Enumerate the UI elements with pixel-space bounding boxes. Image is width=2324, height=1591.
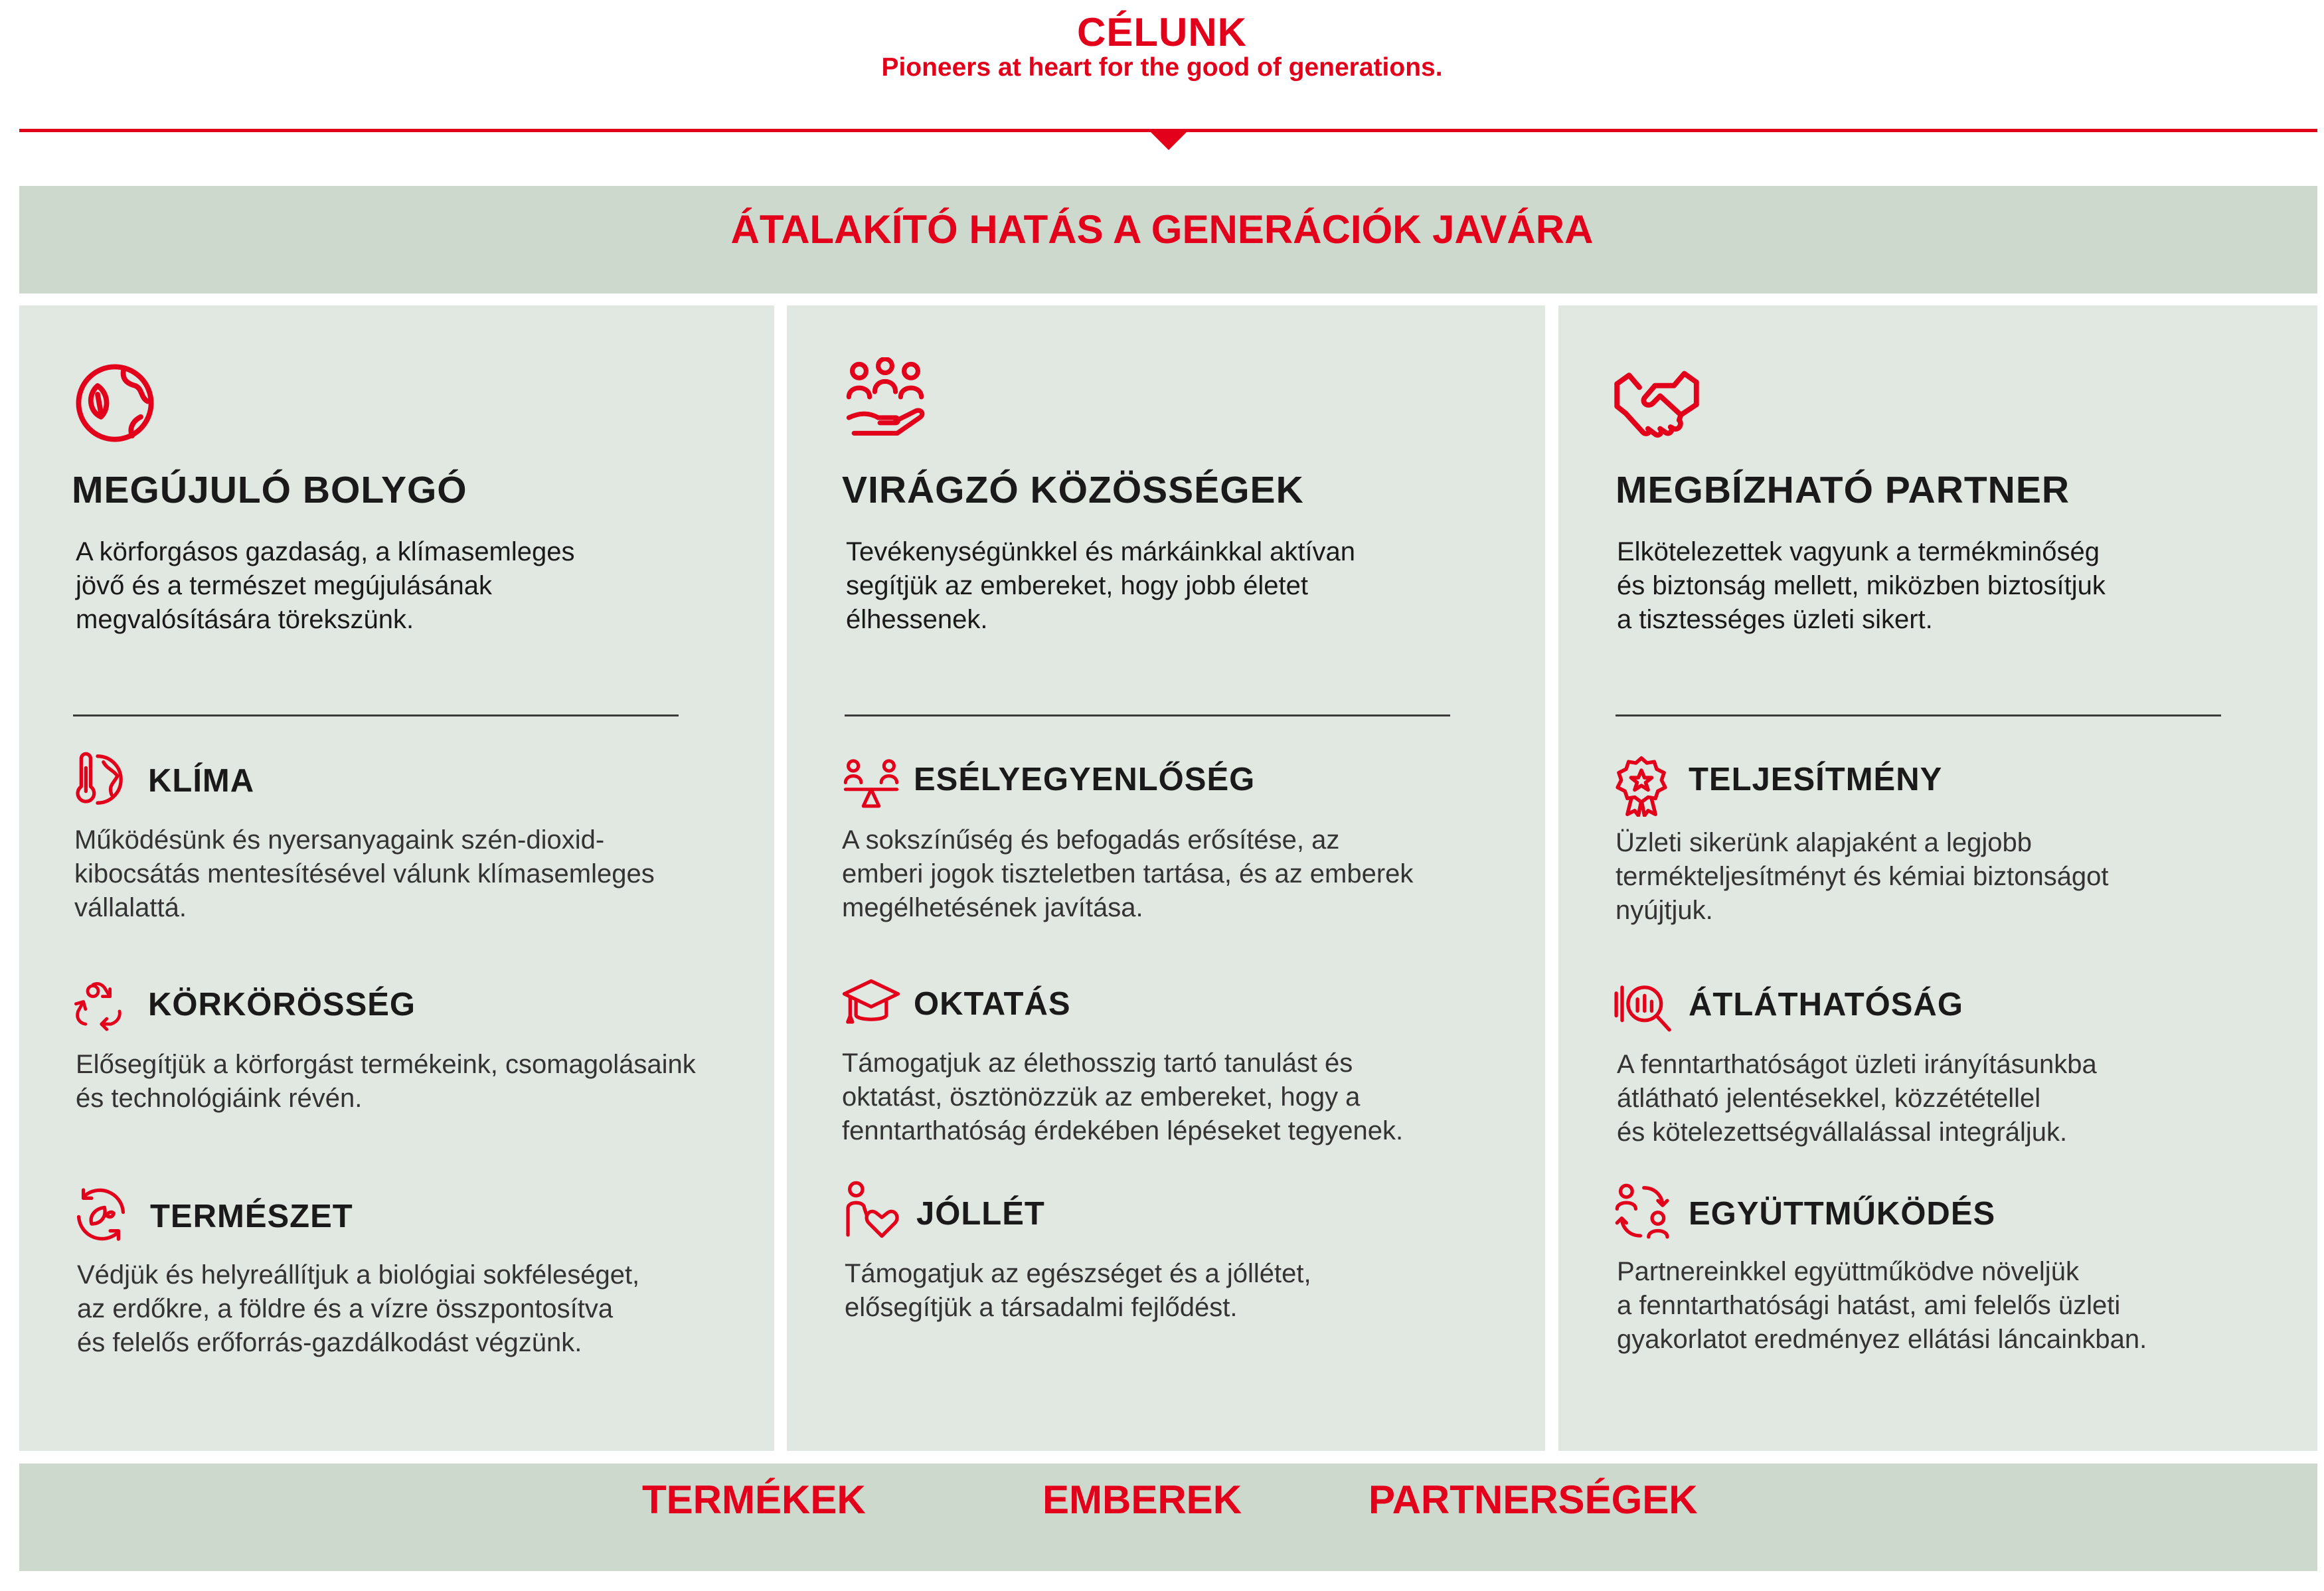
footer-item-products: TERMÉKEK: [642, 1477, 866, 1522]
handshake-icon: [1614, 367, 1700, 441]
desc-line: fenntarthatóság érdekében lépéseket tegyenek.: [842, 1116, 1404, 1145]
nature-cycle-icon: [72, 1185, 130, 1244]
item-description: [1617, 1048, 2281, 1149]
desc-line: Tevékenységünkkel és márkáinkkal aktívan: [846, 537, 1356, 566]
footer-item-partnerships: PARTNERSÉGEK: [1369, 1477, 1698, 1522]
desc-line: az erdőkre, a földre és a vízre összpontosítva: [77, 1294, 614, 1323]
column-divider: [1616, 714, 2221, 716]
desc-line: a tisztességes üzleti sikert.: [1617, 605, 1933, 634]
graduation-cap-icon: [842, 976, 900, 1029]
desc-line: gyakorlatot eredményez ellátási láncainkban.: [1617, 1325, 2147, 1354]
recycle-icon: [72, 979, 125, 1033]
desc-line: élhessenek.: [846, 605, 988, 634]
people-exchange-icon: [1614, 1182, 1672, 1240]
thermometer-globe-icon: [73, 750, 131, 809]
desc-line: segítjük az embereket, hogy jobb életet: [846, 571, 1308, 600]
desc-line: Működésünk és nyersanyagaink szén-dioxid-: [74, 825, 605, 855]
banner-title: ÁTALAKÍTÓ HATÁS A GENERÁCIÓK JAVÁRA: [730, 207, 1594, 252]
desc-line: megvalósítására törekszünk.: [76, 605, 414, 634]
item-title: TERMÉSZET: [150, 1199, 353, 1234]
desc-line: A fenntarthatóságot üzleti irányításunkba: [1617, 1050, 2097, 1079]
item-title: OKTATÁS: [914, 986, 1071, 1022]
desc-line: Támogatjuk az egészséget és a jóllétet,: [845, 1259, 1311, 1288]
item-description: [842, 823, 1506, 925]
item-title: JÓLLÉT: [916, 1196, 1045, 1232]
desc-line: jövő és a természet megújulásának: [76, 571, 492, 600]
community-hand-icon: [842, 357, 928, 444]
desc-line: emberi jogok tiszteletben tartása, és az emberek: [842, 859, 1414, 888]
item-description: [845, 1257, 1509, 1325]
balance-people-icon: [843, 757, 899, 813]
desc-line: Védjük és helyreállítjuk a biológiai sokféleséget,: [77, 1260, 640, 1290]
desc-line: Elősegítjük a körforgást termékeink, csomagolásaink: [76, 1050, 696, 1079]
header-arrow: [1150, 131, 1187, 150]
column-title: VIRÁGZÓ KÖZÖSSÉGEK: [842, 469, 1304, 511]
column-title: MEGBÍZHATÓ PARTNER: [1616, 469, 2070, 511]
page-subtitle: Pioneers at heart for the good of generations.: [881, 53, 1443, 82]
desc-line: elősegítjük a társadalmi fejlődést.: [845, 1293, 1238, 1322]
item-description: [74, 823, 738, 925]
globe-leaf-icon: [72, 360, 158, 446]
desc-line: a fenntarthatósági hatást, ami felelős üzleti: [1617, 1291, 2121, 1320]
desc-line: Üzleti sikerünk alapjaként a legjobb: [1616, 828, 2033, 857]
column-title: MEGÚJULÓ BOLYGÓ: [72, 469, 467, 511]
item-title: EGYÜTTMŰKÖDÉS: [1689, 1196, 1996, 1232]
desc-line: vállalattá.: [74, 893, 187, 922]
desc-line: átlátható jelentésekkel, közzététellel: [1617, 1084, 2041, 1113]
item-title: ESÉLYEGYENLŐSÉG: [914, 762, 1256, 797]
desc-line: Támogatjuk az élethosszig tartó tanulást és: [842, 1048, 1353, 1078]
desc-line: nyújtjuk.: [1616, 896, 1713, 925]
item-description: [76, 1048, 740, 1116]
person-heart-icon: [843, 1179, 902, 1239]
desc-line: kibocsátás mentesítésével válunk klímasemleges: [74, 859, 655, 888]
column-divider: [73, 714, 679, 716]
item-description: [842, 1047, 1506, 1148]
item-title: KLÍMA: [148, 763, 255, 799]
column-divider: [845, 714, 1450, 716]
desc-line: Elkötelezettek vagyunk a termékminőség: [1617, 537, 2100, 566]
desc-line: A sokszínűség és befogadás erősítése, az: [842, 825, 1340, 855]
desc-line: és kötelezettségvállalással integráljuk.: [1617, 1118, 2068, 1147]
page-title: CÉLUNK: [1077, 10, 1247, 54]
desc-line: és felelős erőforrás-gazdálkodást végzünk.: [77, 1328, 582, 1357]
footer-item-people: EMBEREK: [1042, 1477, 1242, 1522]
desc-line: Partnereinkkel együttműködve növeljük: [1617, 1257, 2079, 1286]
item-title: KÖRKÖRÖSSÉG: [148, 987, 416, 1023]
desc-line: A körforgásos gazdaság, a klímasemleges: [76, 537, 575, 566]
item-title: ÁTLÁTHATÓSÁG: [1689, 987, 1963, 1023]
desc-line: és technológiáink révén.: [76, 1084, 363, 1113]
desc-line: oktatást, ösztönözzük az embereket, hogy a: [842, 1082, 1361, 1112]
desc-line: termékteljesítményt és kémiai biztonságot: [1616, 862, 2109, 891]
item-description: [1616, 826, 2280, 928]
column-description: [76, 535, 673, 637]
desc-line: megélhetésének javítása.: [842, 893, 1143, 922]
item-title: TELJESÍTMÉNY: [1689, 762, 1943, 797]
item-description: [77, 1258, 741, 1360]
item-description: [1617, 1255, 2281, 1357]
column-description: [846, 535, 1444, 637]
column-description: [1617, 535, 2214, 637]
desc-line: és biztonság mellett, miközben biztosítjuk: [1617, 571, 2106, 600]
magnifier-chart-icon: [1614, 981, 1673, 1035]
award-badge-icon: [1614, 756, 1669, 817]
